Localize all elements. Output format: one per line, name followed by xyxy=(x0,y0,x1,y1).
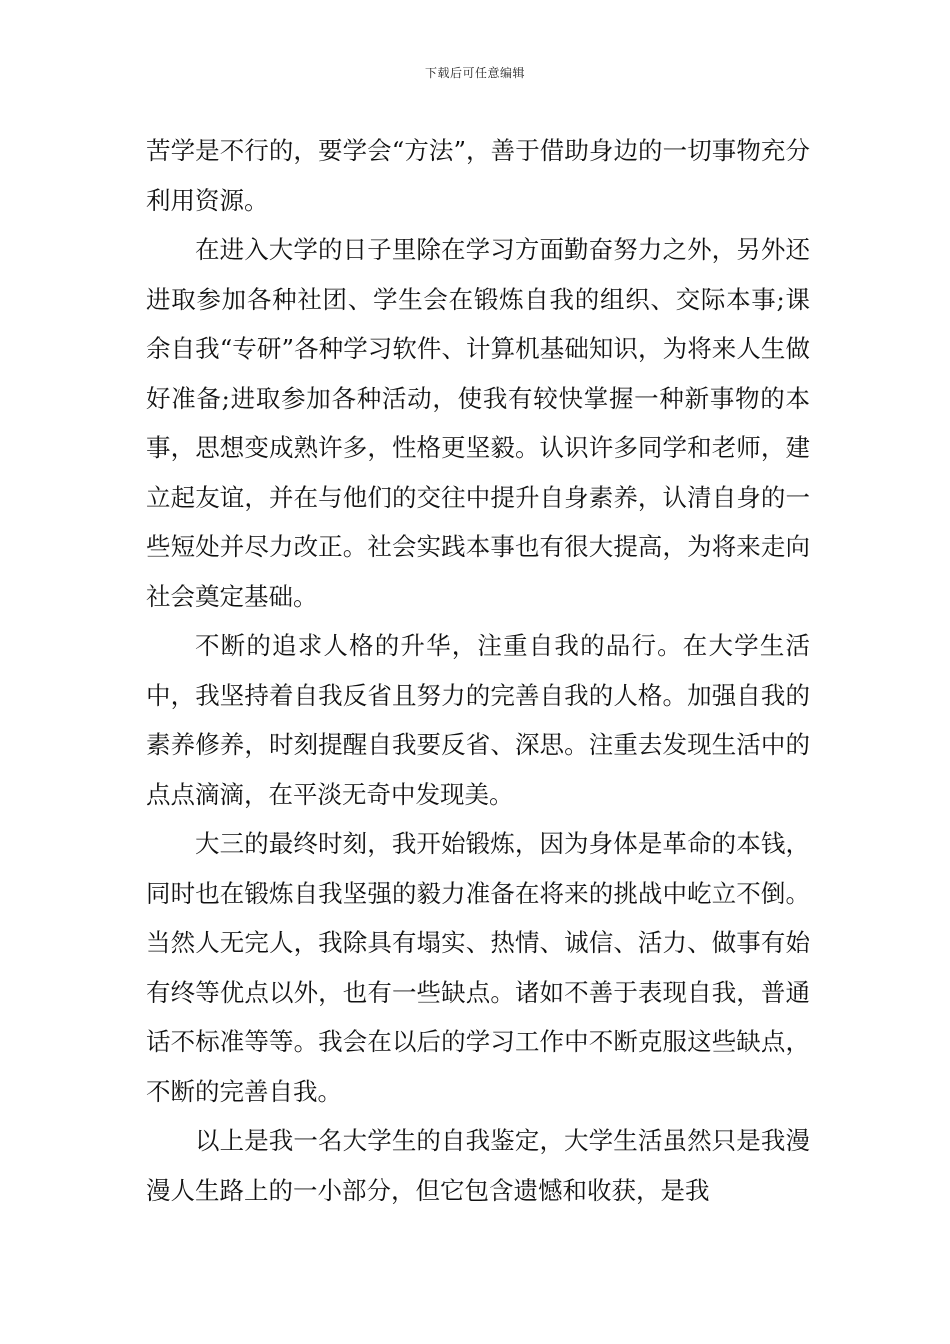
paragraph-exercise: 大三的最终时刻，我开始锻炼，因为身体是革命的本钱，同时也在锻炼自我坚强的毅力准备在将来的挑战中屹立不倒。当然人无完人，我除具有塌实、热情、诚信、活力、做事有始有终等优点以外，也有一些缺点。诸如不善于表现自我，普通话不标准等等。我会在以后的学习工作中不断克服这些缺点，不断的完善自我。 xyxy=(146,829,810,1106)
paragraph-continued: 苦学是不行的，要学会“方法”，善于借助身边的一切事物充分利用资源。 xyxy=(146,136,810,215)
paragraph-character: 不断的追求人格的升华，注重自我的品行。在大学生活中，我坚持着自我反省且努力的完善自我的人格。加强自我的素养修养，时刻提醒自我要反省、深思。注重去发现生活中的点点滴滴，在平淡无奇中发现美。 xyxy=(146,631,810,809)
document-body xyxy=(146,126,810,1215)
paragraph-university-life: 在进入大学的日子里除在学习方面勤奋努力之外，另外还进取参加各种社团、学生会在锻炼自我的组织、交际本事;课余自我“专研”各种学习软件、计算机基础知识，为将来人生做好准备;进取参加各种活动，使我有较快掌握一种新事物的本事，思想变成熟许多，性格更坚毅。认识许多同学和老师，建立起友谊，并在与他们的交往中提升自身素养，认清自身的一些短处并尽力改正。社会实践本事也有很大提高，为将来走向社会奠定基础。 xyxy=(146,235,810,611)
page-header-note: 下载后可任意编辑 xyxy=(424,66,525,80)
paragraph-conclusion: 以上是我一名大学生的自我鉴定，大学生活虽然只是我漫漫人生路上的一小部分，但它包含遗憾和收获，是我 xyxy=(146,1126,810,1205)
